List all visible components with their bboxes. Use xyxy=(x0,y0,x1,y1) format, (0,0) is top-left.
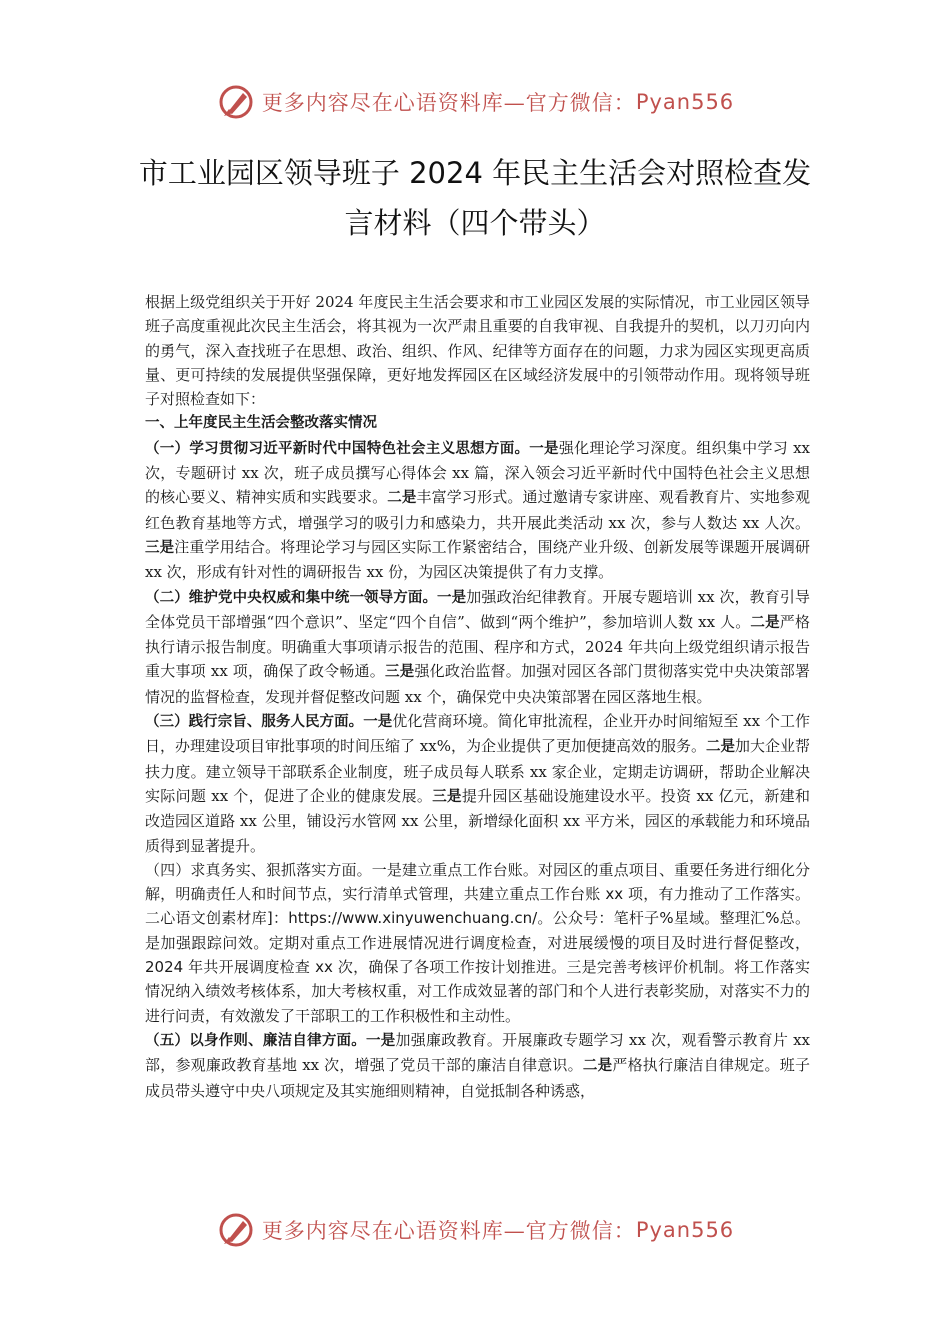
section-heading: 一、上年度民主生活会整改落实情况 xyxy=(145,415,377,432)
watermark-wechat-id: Pyan556 xyxy=(635,1218,735,1242)
paragraph-text: 严格执行廉洁自律规定。班子成员带头遵守中央八项规定及其实施细则精神，自觉抵制各种诱惑， xyxy=(145,1056,811,1100)
document-body xyxy=(145,290,810,1103)
point-marker: 三是 xyxy=(385,664,415,681)
point-marker: 二是 xyxy=(582,1058,613,1075)
paragraph-text: 优化营商环境。简化审批流程，企业开办时间缩短至 xx 个工作日，办理建设项目审批事项的时间压缩了 xx%，为企业提供了更加便捷高效的服务。 xyxy=(145,712,811,756)
paragraph-text: 严格执行请示报告制度。明确重大事项请示报告的范围、程序和方式，2024 年共向上级党组织请示报告重大事项 xx 项，确保了政令畅通。 xyxy=(145,612,810,681)
pen-nib-logo-icon xyxy=(216,1210,256,1250)
paragraph-service xyxy=(145,709,810,858)
paragraph-authority xyxy=(145,585,810,709)
paragraph-lead: （三）践行宗旨、服务人民方面。一是 xyxy=(145,714,393,731)
intro-paragraph: 根据上级党组织关于开好 2024 年度民主生活会要求和市工业园区发展的实际情况，市工业园区领导班子高度重视此次民主生活会，将其视为一次严肃且重要的自我审视、自我提升的契机，以刀刃向内的勇气，深入查找班子在思想、政治、组织、作风、纪律等方面存在的问题，力求为园区实现更高质量、更可持续的发展提供坚强保障，更好地发挥园区在区域经济发展中的引领带动作用。现将领导班子对照检查如下： xyxy=(145,293,810,409)
paragraph-text: 提升园区基础设施建设水平。投资 xx 亿元，新建和改造园区道路 xx 公里，铺设污水管网 xx 公里，新增绿化面积 xx 平方米，园区的承载能力和环境品质得到显著提升。 xyxy=(145,786,810,855)
paragraph-text: 加强政治纪律教育。开展专题培训 xx 次，教育引导全体党员干部增强“四个意识”、坚定“四个自信”、做到“两个维护”，参加培训人数 xx 人。 xyxy=(145,587,810,631)
watermark-text: 更多内容尽在心语资料库—官方微信： xyxy=(261,91,636,115)
paragraph-text: 丰富学习形式。通过邀请专家讲座、观看教育片、实地参观红色教育基地等方式，增强学习的吸引力和感染力，共开展此类活动 xx 次，参与人数达 xx 人次。 xyxy=(145,488,810,532)
point-marker: 三是 xyxy=(432,788,462,805)
paragraph-lead: （二）维护党中央权威和集中统一领导方面。一是 xyxy=(145,589,467,606)
paragraph-integrity xyxy=(145,1028,810,1103)
pen-nib-logo-icon xyxy=(216,82,256,122)
point-marker: 二是 xyxy=(387,490,417,507)
document-title-line1: 市工业园区领导班子 2024 年民主生活会对照检查发 xyxy=(138,156,812,190)
paragraph-text: 强化理论学习深度。组织集中学习 xx 次，专题研讨 xx 次，班子成员撰写心得体会 xx 篇，深入领会习近平新时代中国特色社会主义思想的核心要义、精神实质和实践要求。 xyxy=(145,438,810,507)
watermark-text: 更多内容尽在心语资料库—官方微信： xyxy=(261,1219,636,1243)
paragraph-text: 注重学用结合。将理论学习与园区实际工作紧密结合，围绕产业升级、创新发展等课题开展调研 xx 次，形成有针对性的调研报告 xx 份，为园区决策提供了有力支撑。 xyxy=(145,537,810,582)
document-title xyxy=(100,148,850,248)
point-marker: 二是 xyxy=(705,739,735,756)
paragraph-text: 加强廉政教育。开展廉政专题学习 xx 次，观看警示教育片 xx 部，参观廉政教育基地 xx 次，增强了党员干部的廉洁自律意识。 xyxy=(145,1030,810,1075)
document-title-line2: 言材料（四个带头） xyxy=(344,206,606,240)
point-marker: 三是 xyxy=(145,539,175,556)
point-marker: 二是 xyxy=(750,614,780,631)
paragraph-text: 强化政治监督。加强对园区各部门贯彻落实党中央决策部署情况的监督检查，发现并督促整改问题 xx 个，确保党中央决策部署在园区落地生根。 xyxy=(145,662,810,706)
paragraph-text: 加大企业帮扶力度。建立领导干部联系企业制度，班子成员每人联系 xx 家企业，定期走访调研，帮助企业解决实际问题 xx 个，促进了企业的健康发展。 xyxy=(145,737,811,805)
paragraph-implementation: （四）求真务实、狠抓落实方面。一是建立重点工作台账。对园区的重点项目、重要任务进行细化分解，明确责任人和时间节点，实行清单式管理，共建立重点工作台账 xx 项，有力推动了工作落实。二心语文创素材库]：https://www.xinyuwenchuang.cn/。公众号：笔杆子%星域。整理汇%总。是加强跟踪问效。定期对重点工作进展情况进行调度检查，对进展缓慢的项目及时进行督促整改，2024 年共开展调度检查 xx 次，确保了各项工作按计划推进。三是完善考核评价机制。将工作落实情况纳入绩效考核体系，加大考核权重，对工作成效显著的部门和个人进行表彰奖励，对落实不力的进行问责，有效激发了干部职工的工作积极性和主动性。 xyxy=(145,860,810,1025)
watermark-banner-top xyxy=(0,80,950,124)
paragraph-lead: （一）学习贯彻习近平新时代中国特色社会主义思想方面。一是 xyxy=(145,440,559,457)
watermark-banner-bottom xyxy=(0,1208,950,1252)
watermark-wechat-id: Pyan556 xyxy=(635,90,735,114)
paragraph-lead: （五）以身作则、廉洁自律方面。一是 xyxy=(145,1032,396,1049)
paragraph-study xyxy=(145,436,810,585)
